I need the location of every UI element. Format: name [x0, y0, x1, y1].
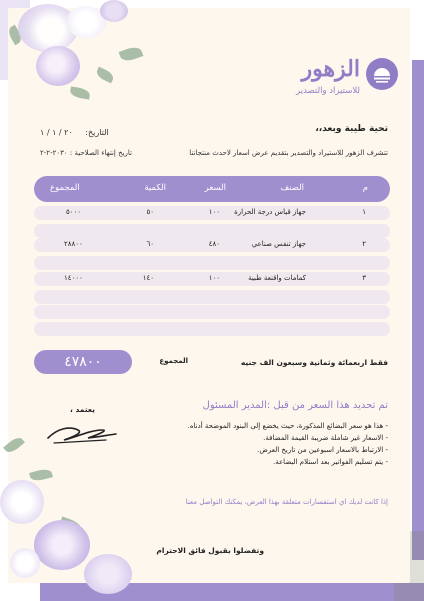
company-name: الزهور	[301, 56, 360, 82]
date-label: التاريخ:	[85, 128, 109, 137]
date-value: ٢٠ / ١ / ١	[40, 128, 73, 137]
company-tagline: للاستيراد والتصدير	[296, 86, 360, 96]
table-header	[34, 176, 390, 202]
contact-note: إذا كانت لديك اي استفسارات متعلقة بهذا العرض، يمكنك التواصل معنا	[185, 498, 388, 506]
col-item: الصنف	[280, 183, 304, 193]
terms-item: - يتم تسليم الفواتير بعد استلام البضاعة.	[273, 458, 388, 466]
col-no: م	[362, 183, 368, 193]
table-row	[34, 224, 390, 238]
terms-item: - الاسعار غير شاملة ضريبة القيمة المضافة.	[263, 434, 388, 442]
terms-list	[138, 420, 388, 468]
validity-line	[40, 149, 132, 157]
terms-item: - الارتباط بالاسعار اسبوعين من تاريخ العرض.	[257, 446, 388, 454]
col-qty: الكمية	[144, 183, 166, 193]
validity-label: تاريخ إنتهاء الصلاحية :	[69, 149, 133, 157]
terms-title: تم تحديد هذا السعر من قبل :المدير المسئول	[202, 400, 388, 411]
table-row	[34, 305, 390, 319]
terms-item: - هذا هو سعر البضائع المذكورة، حيث يخضع إلى البنود الموضحة أدناه.	[187, 422, 388, 430]
col-total: المجموع	[50, 183, 80, 193]
total-label: المجموع	[159, 357, 188, 365]
table-row	[34, 322, 390, 336]
closing-line: وتفضلوا بقبول فائق الاحترام	[156, 546, 264, 555]
company-logo	[288, 56, 398, 106]
col-price: السعر	[204, 183, 226, 193]
logo-mark-icon	[366, 58, 398, 90]
greeting: تحية طيبة وبعد،،	[315, 124, 388, 134]
date-line	[40, 128, 109, 137]
total-in-words: فقط اربعمائة وثمانية وسبعون الف جنيه	[240, 358, 388, 367]
table-row: ١ جهاز قياس درجة الحرارة ١٠٠ ٥٠ ٥٠٠٠	[34, 206, 390, 220]
validity-value: ٢٠٣٠-٢-٢	[40, 149, 68, 157]
table-row: ٣ كمامات واقنعة طبية ١٠٠ ١٤٠ ١٤٠٠٠	[34, 272, 390, 286]
table-row	[34, 256, 390, 270]
signature-image	[44, 418, 118, 448]
table-row	[34, 290, 390, 304]
total-value: ٤٧٨٠٠	[34, 350, 132, 374]
frame-border-right	[412, 60, 424, 560]
approval-label: يعتمد ،	[70, 405, 95, 414]
table-row: ٢ جهاز تنفس صناعي ٤٨٠ ٦٠ ٢٨٨٠٠	[34, 238, 390, 252]
intro-text: تتشرف الزهور للاستيراد والتصدير بتقديم عرض اسعار لاحدث منتجاتنا	[189, 149, 388, 157]
